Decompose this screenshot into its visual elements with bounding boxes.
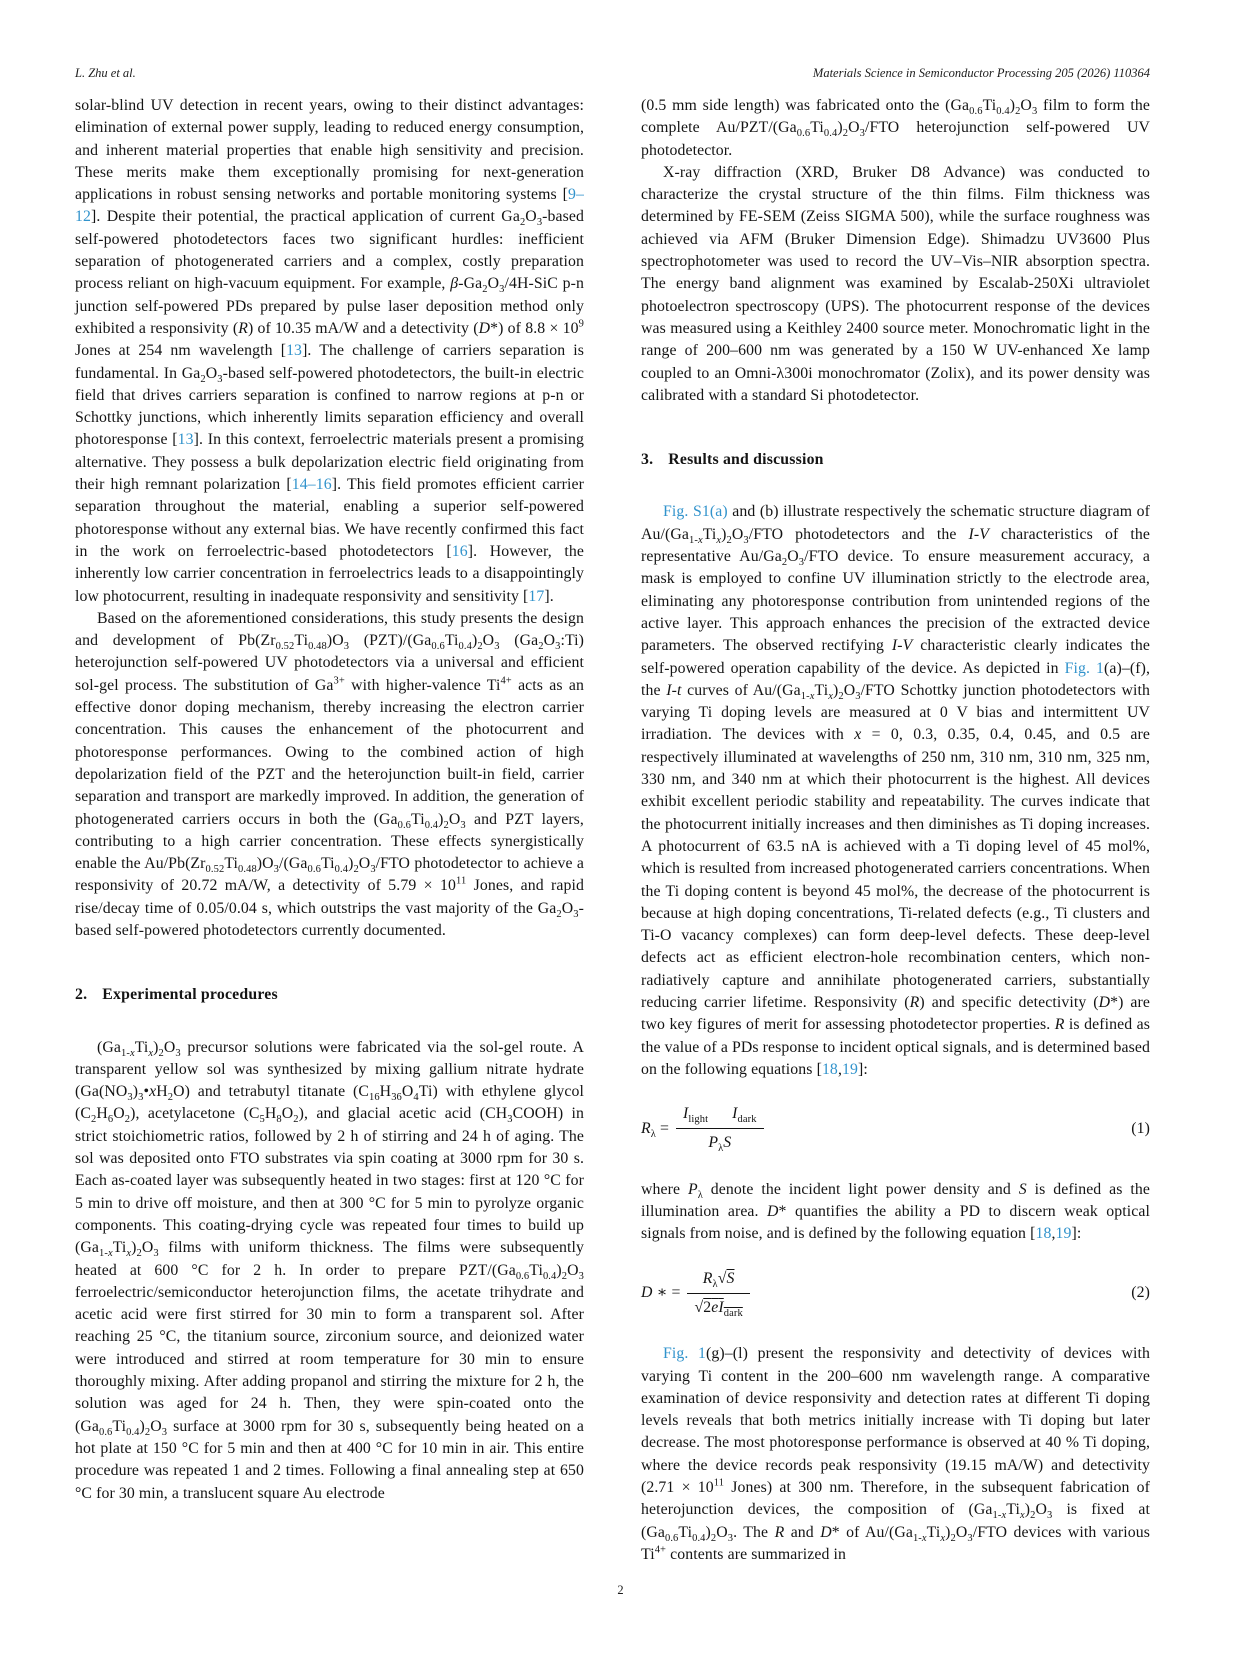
section-heading-results: [641, 449, 1150, 471]
paragraph-where-definition: where $P_\lambda$ denote the incident light power density and S is defined as the illumination area. D* quantifies the ability a PD to discern weak optical signals from noise, and is defined by the following equation [18,19]:: [641, 1180, 1151, 1243]
paragraph-results-discussion: Fig. S1(a) and (b) illustrate respectively the schematic structure diagram of $Au/(Ga_{1-x}Ti_x)_2O_3$/FTO photodetectors and the I-V characteristics of the representative $Au/Ga_2O_3$/FTO device. To ensure measurement accuracy, a mask is employed to confine UV illumination strictly to the electrode area, eliminating any photoresponse contribution from unintended regions of the active layer. This approach enhances the precision of the extracted device parameters. The observed rectifying I-V characteristic clearly indicates the self-powered operation capability of the device. As depicted in Fig. 1(a)–(f), the I-t curves of $Au/(Ga_{1-x}Ti_x)_2O_3$/FTO Schottky junction photodetectors with varying Ti doping levels are measured at 0 V bias and intermittent UV irradiation. The devices with x = 0, 0.3, 0.35, 0.4, 0.45, and 0.5 are respectively illuminated at wavelengths of 250 nm, 310 nm, 310 nm, 325 nm, 330 nm, and 340 nm at which their photocurrent is the highest. All devices exhibit excellent periodic stability and repeatability. The curves indicate that the photocurrent initially increases and then diminishes as Ti doping increases. A photocurrent of 63.5 nA is achieved with a Ti doping level of 45 mol%, which is resulted from increased photogenerated carriers concentrations. When the Ti doping content is beyond 45 mol%, the decrease of the photocurrent is because at high doping concentrations, Ti-related defects (e.g., Ti clusters and Ti-O vacancy complexes) can form deep-level defects. These deep-level defects act as efficient electron-hole recombination centers, which non-radiatively capture and annihilate photogenerated carriers, substantially reducing carrier lifetime. Responsivity (R) and specific detectivity (D*) are two key figures of merit for assessing photodetector properties. R is defined as the value of a PDs response to incident optical signals, and is determined based on the following equations [18,19]:: [641, 503, 1151, 1078]
paragraph-electrode-continued: (0.5 mm side length) was fabricated onto the $(Ga_{0.6}Ti_{0.4})_2O_3$ film to form the complete $Au/PZT/(Ga_{0.6}Ti_{0.4})_2O_3$/FTO heterojunction self-powered UV photodetector.: [641, 97, 1151, 159]
equation-numerator: $I_{light}$ $I_{dark}$: [676, 1103, 764, 1129]
equation-number-label: (2): [1131, 1284, 1150, 1302]
equation-1: [641, 1103, 1150, 1155]
equation-fraction: [687, 1268, 749, 1320]
citation-link[interactable]: 18: [1035, 1225, 1052, 1243]
section-title: Results and discussion: [668, 451, 824, 469]
page-number: 2: [617, 1583, 624, 1597]
two-column-body: [75, 95, 1150, 1566]
citation-link[interactable]: 17: [528, 587, 545, 605]
figure-link[interactable]: Fig. 1: [663, 1345, 707, 1363]
equation-denominator: $P_\lambda S$: [708, 1134, 732, 1155]
paragraph-fig1-responsivity: Fig. 1(g)–(l) present the responsivity and detectivity of devices with varying Ti content in the 200–600 nm wavelength range. A comparative examination of device responsivity and detection rates at different Ti doping levels reveals that both metrics initially increase with Ti doping but later decrease. The most photoresponse performance is observed at 40 % Ti doping, where the device records peak responsivity (19.15 mA/W) and detectivity ($2.71 \times 10^{11}$ Jones) at 300 nm. Therefore, in the subsequent fabrication of heterojunction devices, the composition of $(Ga_{1-x}Ti_x)_2O_3$ is fixed at $(Ga_{0.6}Ti_{0.4})_2O_3$. The R and D* of $Au/(Ga_{1-x}Ti_x)_2O_3$/FTO devices with various $Ti^{4+}$ contents are summarized in: [641, 1345, 1150, 1563]
equation-lhs: D ∗ =: [641, 1284, 681, 1302]
section-number: 2.: [75, 986, 88, 1004]
page-footer: [0, 1583, 1241, 1598]
citation-link[interactable]: 13: [286, 342, 303, 360]
page-header: [75, 66, 1150, 81]
paragraph-experimental-procedures: $(Ga_{1-x}Ti_x)_2O_3$ precursor solutions were fabricated via the sol-gel route. A transparent yellow sol was synthesized by mixing gallium nitrate hydrate $(Ga(NO_3)_3•xH_2O)$ and tetrabutyl titanate $(C_{16}H_{36}O_4Ti)$ with ethylene glycol $(C_2H_6O_2)$, acetylacetone $(C_5H_8O_2)$, and glacial acetic acid $(CH_3COOH)$ in strict stoichiometric ratios, followed by 2 h of stirring and 24 h of aging. The sol was deposited onto FTO substrates via spin coating at 3000 rpm for 30 s. Each as-coated layer was subsequently heated in two stages: first at 120 °C for 5 min to drive off moisture, and then at 300 °C for 5 min to pyrolyze organic components. This coating-drying cycle was repeated four times to build up $(Ga_{1-x}Ti_x)_2O_3$ films with uniform thickness. The films were subsequently heated at 600 °C for 2 h. In order to prepare PZT/$(Ga_{0.6}Ti_{0.4})_2O_3$ ferroelectric/semiconductor heterojunction films, the acetate trihydrate and acetic acid were first stirred for 30 min to form a transparent sol. After reaching 25 °C, the titanium source, zirconium source, and deionized water were introduced and stirred at room temperature for 30 min to ensure thoroughly mixing. After adding propanol and stirring the mixture for 2 h, the solution was aged for 24 h. Then, they were spin-coated onto the $(Ga_{0.6}Ti_{0.4})_2O_3$ surface at 3000 rpm for 30 s, subsequently being heated on a hot plate at 150 °C for 5 min and then at 400 °C for 10 min in air. This entire procedure was repeated 1 and 2 times. Following a final annealing step at 650 °C for 30 min, a translucent square Au electrode: [75, 1038, 585, 1502]
equation-lhs: $R_\lambda$ =: [641, 1119, 670, 1140]
figure-link[interactable]: Fig. 1: [1064, 659, 1105, 677]
figure-link[interactable]: Fig. S1(a): [663, 503, 728, 521]
section-title: Experimental procedures: [102, 986, 278, 1004]
equation-fraction: [676, 1103, 764, 1155]
section-number: 3.: [641, 451, 654, 469]
section-heading-experimental: [75, 984, 584, 1006]
equation-numerator: $R_\lambda√S$: [687, 1268, 749, 1294]
equation-2: [641, 1268, 1150, 1320]
journal-header-title: Materials Science in Semiconductor Processing 205 (2026) 110364: [812, 66, 1150, 80]
running-author: L. Zhu et al.: [75, 66, 136, 80]
paragraph-study-design: Based on the aforementioned considerations, this study presents the design and development of $Pb(Zr_{0.52}Ti_{0.48})O_3$ $(PZT)/(Ga_{0.6}Ti_{0.4})_2O_3$ $(Ga_2O_3:Ti)$ heterojunction self-powered UV photodetectors via a universal and efficient sol-gel process. The substitution of $Ga^{3+}$ with higher-valence $Ti^{4+}$ acts as an effective donor doping mechanism, thereby increasing the electron carrier concentration. This causes the enhancement of the photocurrent and photoresponse performances. Owing to the combined action of high depolarization field of the PZT and the heterojunction built-in field, carrier separation and transport are markedly improved. In addition, the generation of photogenerated carriers occurs in both the $(Ga_{0.6}Ti_{0.4})_2O_3$ and PZT layers, contributing to a high carrier concentration. These effects synergistically enable the $Au/Pb(Zr_{0.52}Ti_{0.48})O_3/(Ga_{0.6}Ti_{0.4})_2O_3$/FTO photodetector to achieve a responsivity of 20.72 mA/W, a detectivity of $5.79 \times 10^{11}$ Jones, and rapid rise/decay time of 0.05/0.04 s, which outstrips the vast majority of the $Ga_2O_3$-based self-powered photodetectors currently documented.: [75, 609, 585, 939]
paragraph-introduction-continued: solar-blind UV detection in recent years, owing to their distinct advantages: elimination of external power supply, leading to reduced energy consumption, and inherent material properties that enable high sensitivity and precision. These merits make them exceptionally promising for next-generation applications in robust sensing networks and portable monitoring systems [9–12]. Despite their potential, the practical application of current $Ga_2O_3$-based self-powered photodetectors faces two significant hurdles: inefficient separation of photogenerated carriers and a complex, costly preparation process reliant on high-vacuum equipment. For example, $\beta-Ga_2O_3/4H$-SiC p-n junction self-powered PDs prepared by pulse laser deposition method only exhibited a responsivity (R) of 10.35 mA/W and a detectivity (D*) of $8.8 \times 10^9$ Jones at 254 nm wavelength [13]. The challenge of carriers separation is fundamental. In $Ga_2O_3$-based self-powered photodetectors, the built-in electric field that drives carriers separation is confined to narrow regions at p-n or Schottky junctions, which inherently limits separation efficiency and overall photoresponse [13]. In this context, ferroelectric materials present a promising alternative. They possess a bulk depolarization electric field originating from their high remnant polarization [14–16]. This field promotes efficient carrier separation throughout the material, enabling a superior self-powered photoresponse without any external bias. We have recently confirmed this fact in the work on ferroelectric-based photodetectors [16]. However, the inherently low carrier concentration in ferroelectrics leads to a disappointingly low photocurrent, resulting in inadequate responsivity and sensitivity [17].: [75, 97, 585, 605]
citation-link[interactable]: 13: [177, 431, 194, 449]
right-column: [641, 95, 1150, 1566]
equation-number-label: (1): [1131, 1119, 1150, 1137]
citation-link[interactable]: 19: [842, 1060, 858, 1078]
equation-denominator: $√2eI_{dark}$: [694, 1298, 743, 1320]
citation-link[interactable]: 16: [451, 542, 468, 560]
left-column: [75, 95, 584, 1566]
paragraph-characterization: X-ray diffraction (XRD, Bruker D8 Advance) was conducted to characterize the crystal structure of the thin films. Film thickness was determined by FE-SEM (Zeiss SIGMA 500), while the surface roughness was achieved via AFM (Bruker Dimension Edge). Shimadzu UV3600 Plus spectrophotometer was used to record the UV–Vis–NIR absorption spectra. The energy band alignment was examined by Escalab-250Xi ultraviolet photoelectron spectroscopy (UPS). The photocurrent response of the devices was measured using a Keithley 2400 source meter. Monochromatic light in the range of 200–600 nm was generated by a 150 W UV-enhanced Xe lamp coupled to an Omni-λ300i monochromator (Zolix), and its power density was calibrated with a standard Si photodetector.: [641, 163, 1150, 404]
citation-link[interactable]: 19: [1055, 1225, 1072, 1243]
citation-link[interactable]: 18: [821, 1060, 838, 1078]
citation-link[interactable]: 9–12: [75, 186, 584, 226]
citation-link[interactable]: 14–16: [291, 476, 332, 494]
